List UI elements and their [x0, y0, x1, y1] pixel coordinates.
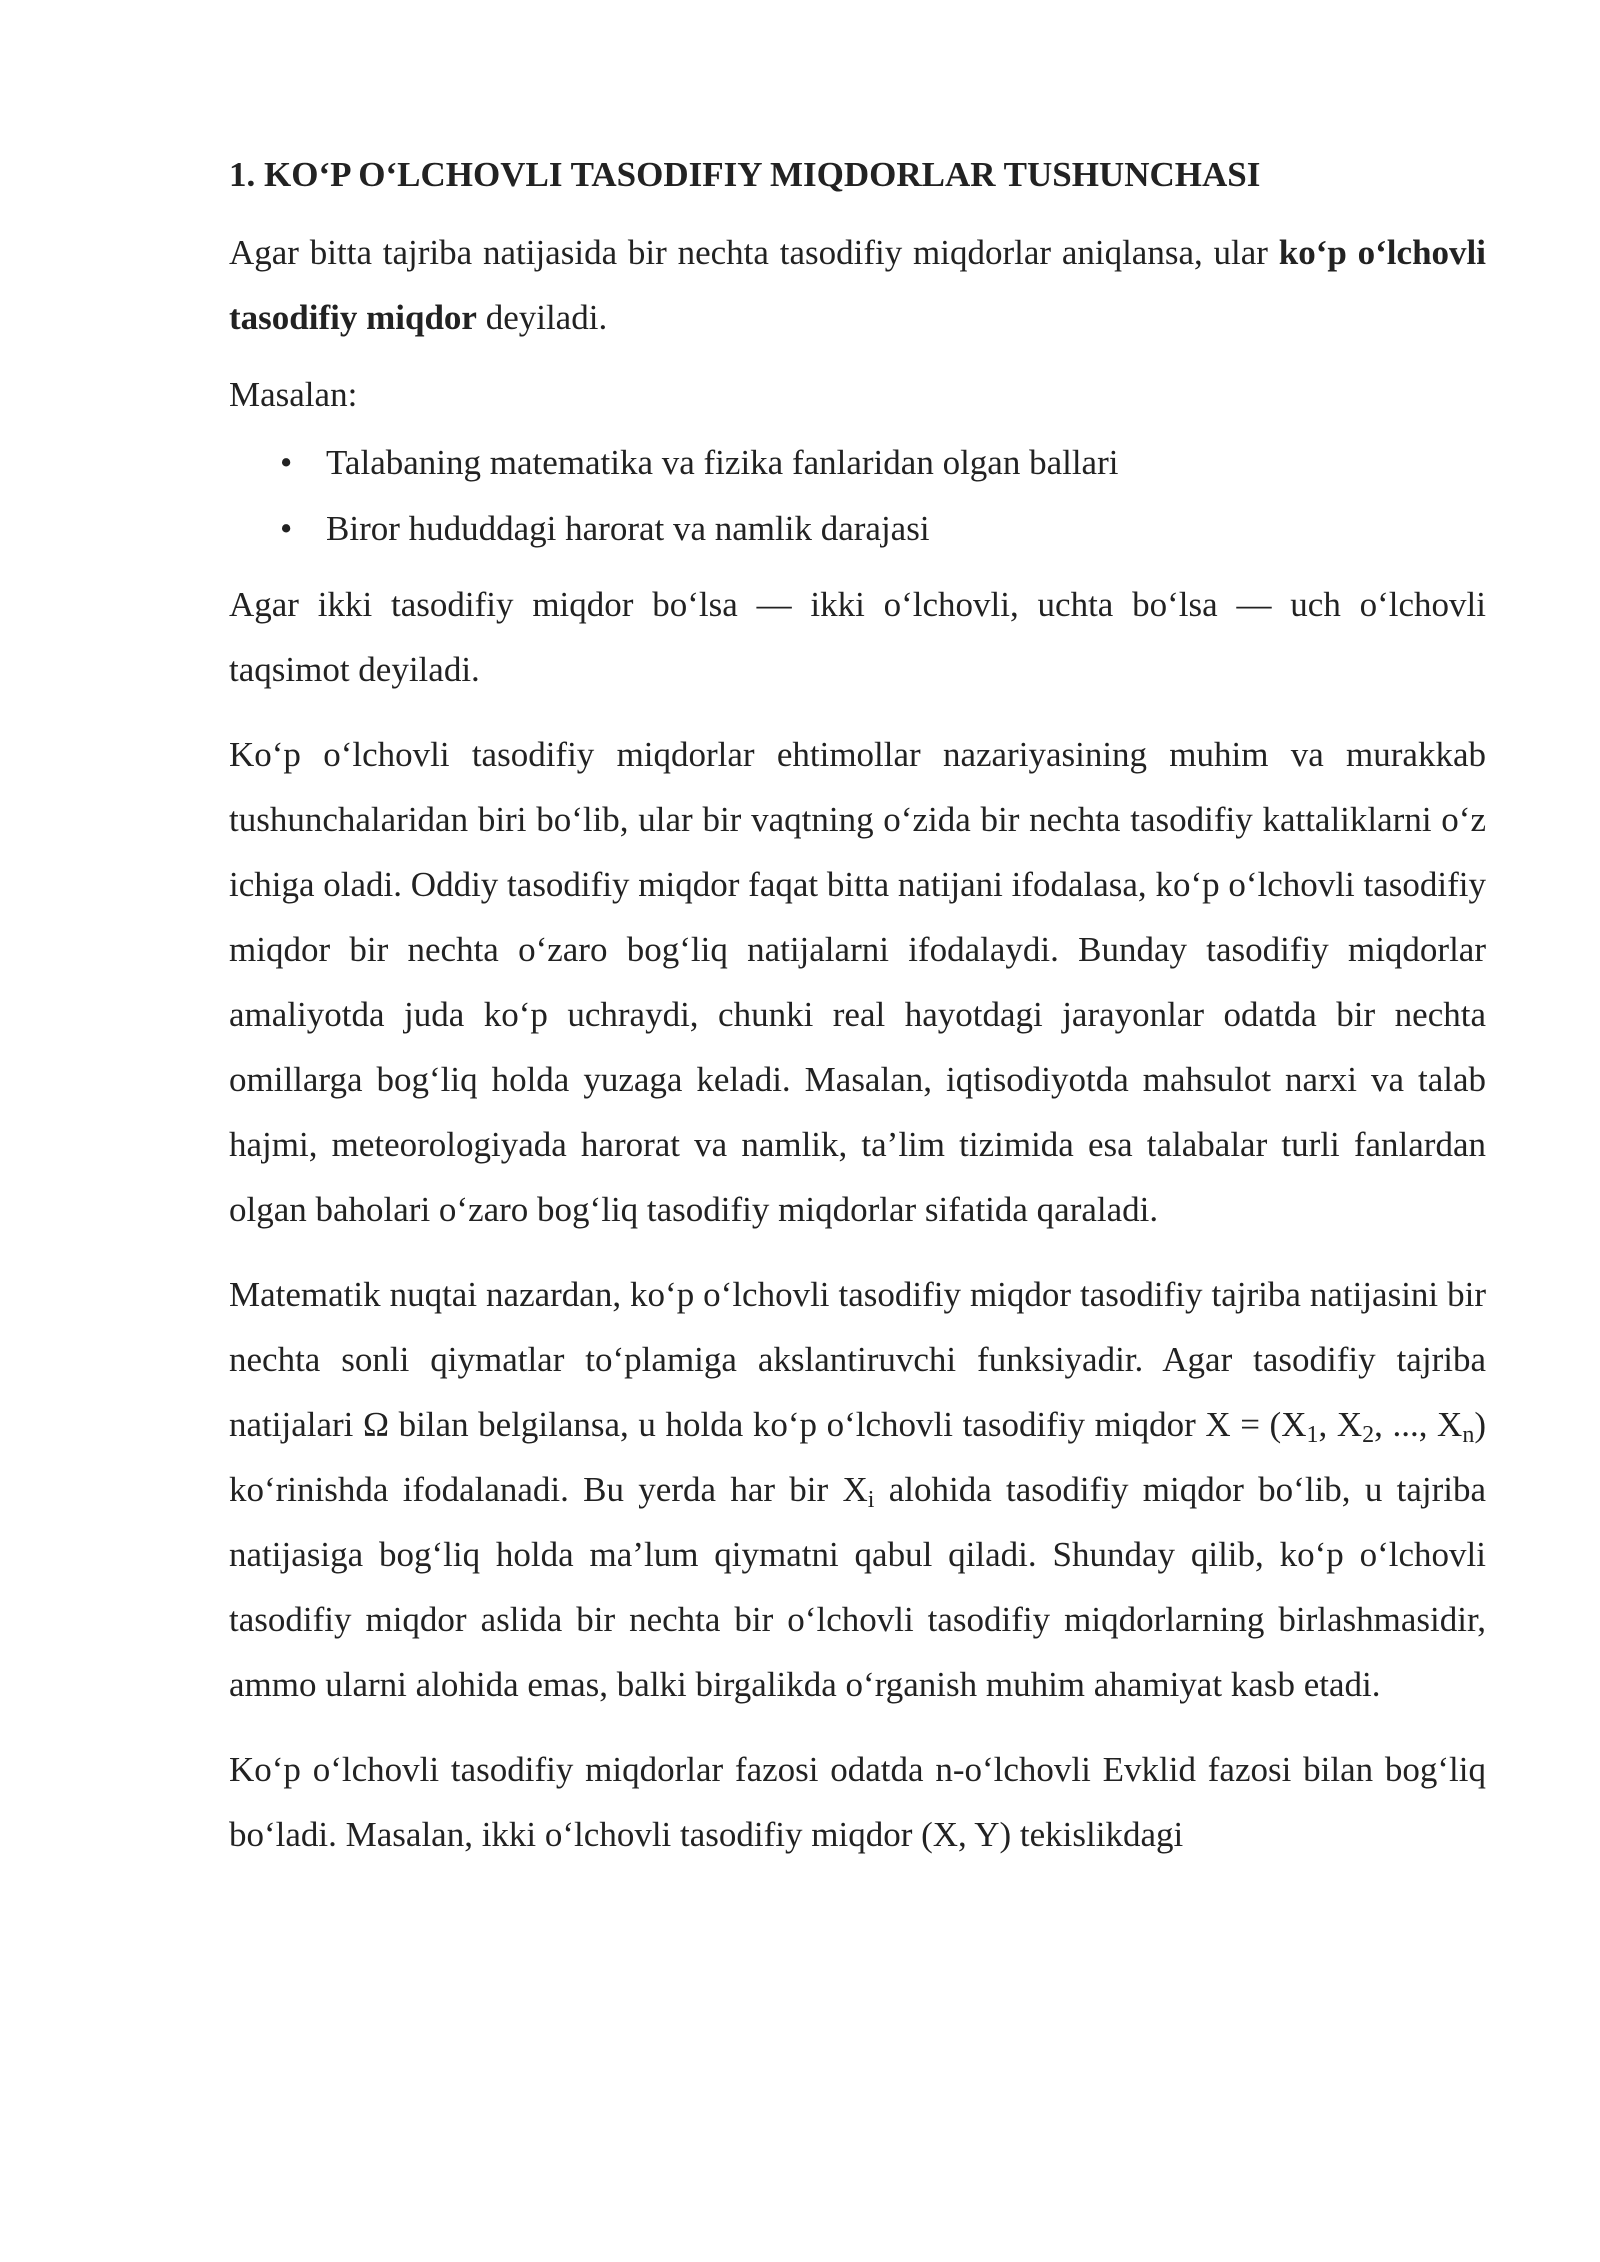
- paragraph-euclid: Ko‘p o‘lchovli tasodifiy miqdorlar fazosi odatda n-o‘lchovli Evklid fazosi bilan bog‘liq bo‘ladi. Masalan, ikki o‘lchovli tasodifiy miqdor (X, Y) tekislikdagi: [229, 1750, 1486, 1854]
- paragraph-example-label: Masalan:: [229, 375, 358, 414]
- list-item-text: Talabaning matematika va fizika fanlaridan olgan ballari: [326, 443, 1119, 482]
- bullet-icon: •: [280, 443, 293, 482]
- example-list: [229, 440, 1486, 552]
- list-item-text: Biror hududdagi harorat va namlik darajasi: [326, 509, 930, 548]
- subscript: 2: [1362, 1422, 1375, 1448]
- document-page: [229, 150, 1486, 1887]
- bullet-icon: •: [280, 509, 293, 548]
- math-text: ) ko‘rinishda ifodalanadi. Bu yerda har bir X: [229, 1405, 1486, 1509]
- math-text: , X: [1318, 1405, 1363, 1444]
- definition-term: ko‘p o‘lchovli tasodifiy miqdor: [229, 233, 1486, 337]
- paragraph-math-definition: [229, 1262, 1486, 1717]
- paragraph-definition: [229, 220, 1486, 350]
- paragraph-dimensions: Agar ikki tasodifiy miqdor bo‘lsa — ikki o‘lchovli, uchta bo‘lsa — uch o‘lchovli taqsimot deyiladi.: [229, 585, 1486, 689]
- definition-tail: deyiladi.: [476, 298, 608, 337]
- paragraph-overview: Ko‘p o‘lchovli tasodifiy miqdorlar ehtimollar nazariyasining muhim va murakkab tushunchalaridan biri bo‘lib, ular bir vaqtning o‘zida bir nechta tasodifiy kattaliklarni o‘z ichiga oladi. Oddiy tasodifiy miqdor faqat bitta natijani ifodalasa, ko‘p o‘lchovli tasodifiy miqdor bir nechta o‘zaro bog‘liq natijalarni ifodalaydi. Bunday tasodifiy miqdorlar amaliyotda juda ko‘p uchraydi, chunki real hayotdagi jarayonlar odatda bir nechta omillarga bog‘liq holda yuzaga keladi. Masalan, iqtisodiyotda mahsulot narxi va talab hajmi, meteorologiyada harorat va namlik, ta’lim tizimida esa talabalar turli fanlardan olgan baholari o‘zaro bog‘liq tasodifiy miqdorlar sifatida qaraladi.: [229, 735, 1486, 1229]
- math-text: , ..., X: [1374, 1405, 1463, 1444]
- section-heading: 1. KO‘P O‘LCHOVLI TASODIFIY MIQDORLAR TUSHUNCHASI: [229, 155, 1261, 194]
- definition-text: Agar bitta tajriba natijasida bir nechta tasodifiy miqdorlar aniqlansa, ular: [229, 233, 1279, 272]
- math-text: alohida tasodifiy miqdor bo‘lib, u tajriba natijasiga bog‘liq holda ma’lum qiymatni qabul qiladi. Shunday qilib, ko‘p o‘lchovli tasodifiy miqdor aslida bir nechta bir o‘lchovli tasodifiy miqdorlarning birlashmasidir, ammo ularni alohida emas, balki birgalikda o‘rganish muhim ahamiyat kasb etadi.: [229, 1470, 1487, 1704]
- subscript: i: [867, 1487, 875, 1513]
- list-item: [229, 506, 1486, 552]
- list-item: [229, 440, 1486, 486]
- math-text: Matematik nuqtai nazardan, ko‘p o‘lchovli tasodifiy miqdor tasodifiy tajriba natijasini bir nechta sonli qiymatlar to‘plamiga akslantiruvchi funksiyadir. Agar tasodifiy tajriba natijalari Ω bilan belgilansa, u holda ko‘p o‘lchovli tasodifiy miqdor X = (X: [229, 1275, 1486, 1444]
- subscript: n: [1462, 1422, 1475, 1448]
- subscript: 1: [1306, 1422, 1319, 1448]
